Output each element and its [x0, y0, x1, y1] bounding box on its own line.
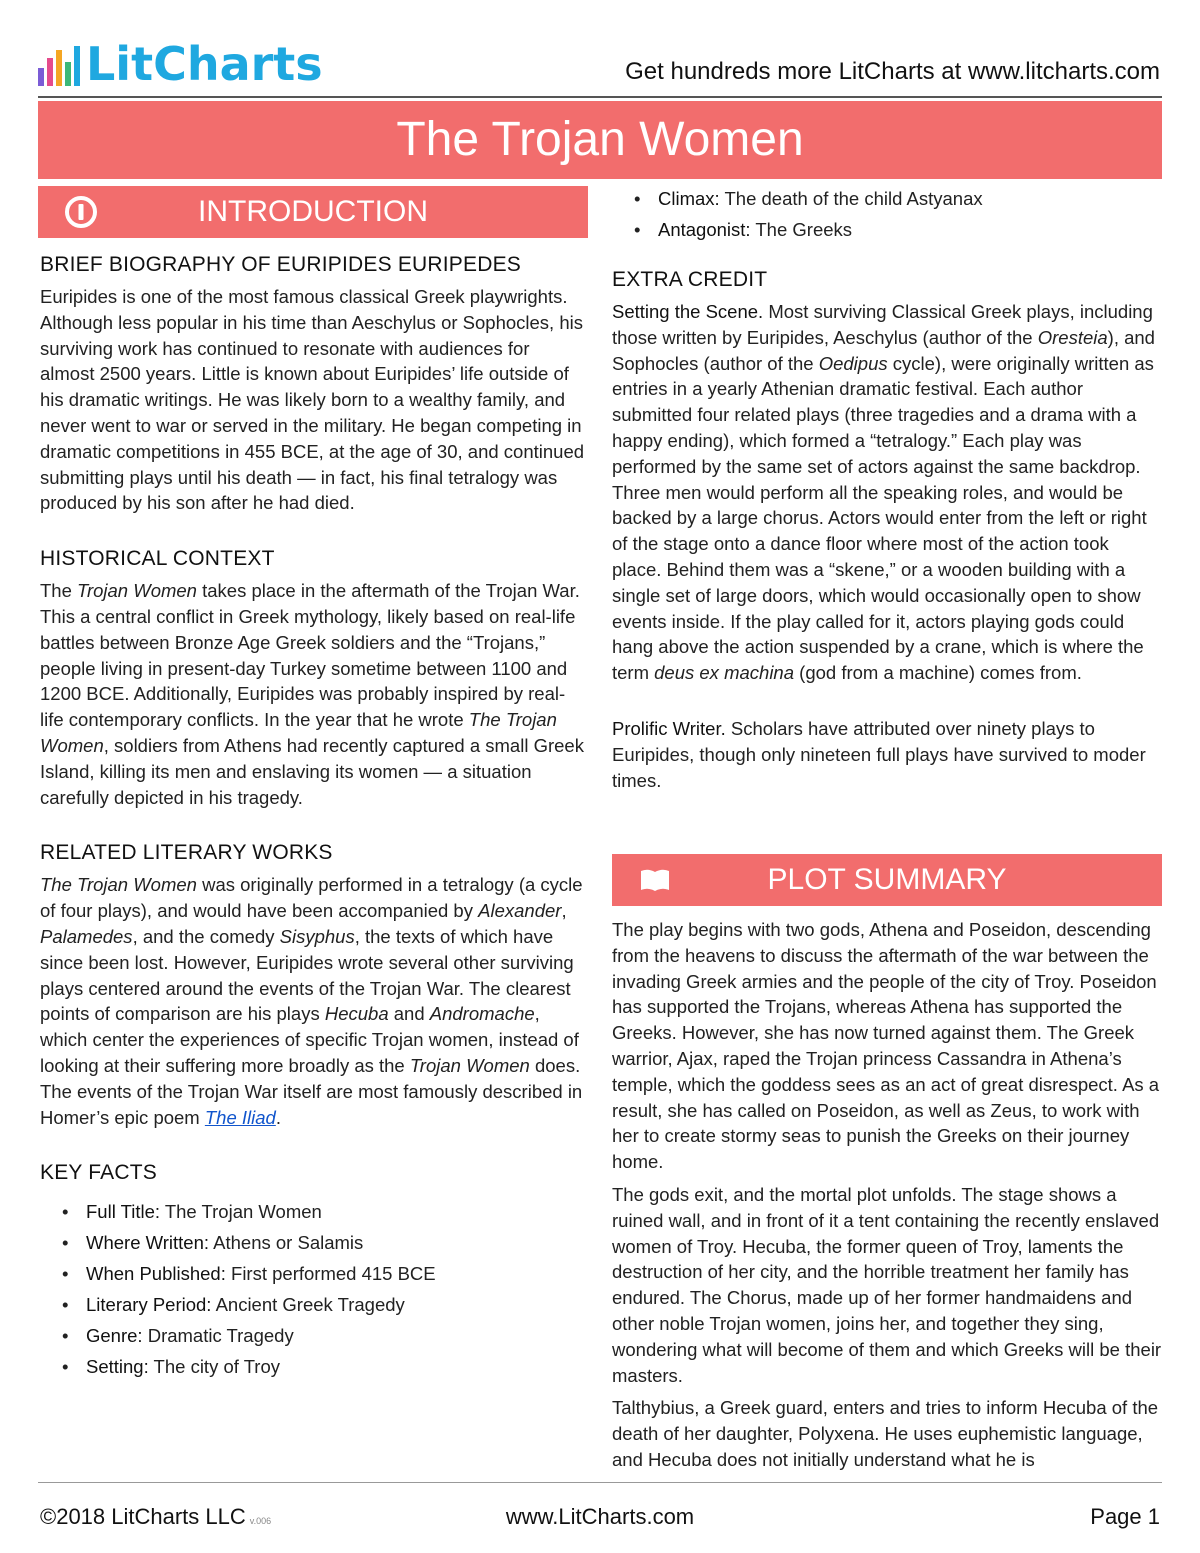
footer-site-link[interactable]: www.LitCharts.com	[505, 1504, 695, 1529]
logo-text: LitCharts	[86, 37, 323, 91]
footer-divider	[38, 1482, 1162, 1483]
key-fact-item: • Full Title: The Trojan Women	[86, 1196, 588, 1227]
historical-text: The Trojan Women takes place in the aftermath of the Trojan War. This a central conflict in Greek mythology, likely based on real-life battles between Bronze Age Greek soldiers and the “Trojans,” people living in present-day Turkey sometime between 1100 and 1200 BCE. Additionally, Euripides was probably inspired by real-life contemporary conflicts. In the year that he wrote The Trojan Women, soldiers from Athens had recently captured a small Greek Island, killing its men and enslaving its women — a situation carefully depicted in his tragedy.	[40, 580, 584, 808]
introduction-band	[38, 186, 588, 238]
footer-page-number: Page 1	[1090, 1504, 1160, 1529]
setting-the-scene-text: Setting the Scene. Most surviving Classical Greek plays, including those written by Euripides, Aeschylus (author of the Oresteia), and Sophocles (author of the Oedipus cycle), were originally written as entries in a yearly Athenian dramatic festival. Each author submitted four related plays (three tragedies and a drama with a happy ending), which formed a “tetralogy.” Each play was performed by the same set of actors against the same backdrop. Three men would perform all the speaking roles, and would be backed by a large chorus. Actors would enter from the left or right of the stage onto a dance floor where most of the action took place. Behind them was a “skene,” or a wooden building with a single set of large doors, which would occasionally open to show events inside. If the play called for it, actors playing gods could hang above the action suspended by a crane, which is where the term deus ex machina (god from a machine) comes from.	[612, 301, 1155, 684]
header-tagline[interactable]: Get hundreds more LitCharts at www.litcharts.com	[625, 58, 1160, 85]
key-fact-item: • Genre: Dramatic Tragedy	[86, 1320, 588, 1351]
right-column	[612, 183, 1162, 793]
introduction-heading: INTRODUCTION	[198, 195, 428, 228]
left-column	[40, 252, 588, 1382]
key-fact-item: • When Published: First performed 415 BCE	[86, 1258, 588, 1289]
plot-paragraph: The gods exit, and the mortal plot unfolds. The stage shows a ruined wall, and in front of it a tent containing the recently enslaved women of Troy. Hecuba, the former queen of Troy, laments the destruction of her city, and the horrible treatment her family has endured. The Chorus, made up of her former handmaidens and other noble Trojan women, joins her, and together they sing, wondering what will become of them and which Greeks will be their masters.	[612, 1183, 1162, 1386]
related-works-text: The Trojan Women was originally performed in a tetralogy (a cycle of four plays), and would have been accompanied by Alexander, Palamedes, and the comedy Sisyphus, the texts of which have since been lost. However, Euripides wrote several other surviving plays centered around the events of the Trojan War. The clearest points of comparison are his plays Hecuba and Andromache, which center the experiences of specific Trojan women, instead of looking at their suffering more broadly as the Trojan Women does. The events of the Trojan War itself are most famously described in Homer’s epic poem The Iliad.	[40, 874, 583, 1128]
biography-text: Euripides is one of the most famous classical Greek playwrights. Although less popular in his time than Aeschylus or Sophocles, his surviving work has continued to resonate with audiences for almost 2500 years. Little is known about Euripides’ life outside of his dramatic writings. He was likely born to a wealthy family, and never went to war or served in the military. He began competing in dramatic competitions in 455 BCE, at the age of 30, and continued submitting plays until his death — in fact, his final tetralogy was produced by his son after he had died.	[40, 286, 585, 514]
header-divider	[38, 96, 1162, 98]
litcharts-logo[interactable]	[38, 37, 323, 91]
plot-paragraph: The play begins with two gods, Athena and Poseidon, descending from the heavens to discuss the aftermath of the war between the invading Greek armies and the people of the city of Troy. Poseidon has supported the Trojans, whereas Athena has supported the Greeks. However, she has now turned against them. The Greek warrior, Ajax, raped the Trojan princess Cassandra in Athena’s temple, which the goddess sees as an act of great disrespect. As a result, she has called on Poseidon, as well as Zeus, to work with her to create stormy seas to punish the Greeks on their journey home.	[612, 919, 1160, 1173]
key-facts-heading: KEY FACTS	[40, 1161, 157, 1185]
key-fact-item: • Setting: The city of Troy	[86, 1351, 588, 1382]
footer-copyright: ©2018 LitCharts LLC v.006	[40, 1504, 272, 1529]
footer-version: v.006	[249, 1516, 272, 1526]
plot-summary-heading: PLOT SUMMARY	[767, 863, 1007, 896]
logo-bars-icon	[38, 42, 80, 86]
historical-heading: HISTORICAL CONTEXT	[40, 547, 275, 571]
key-fact-item: • Literary Period: Ancient Greek Tragedy	[86, 1289, 588, 1320]
page-title: The Trojan Women	[38, 101, 1162, 179]
key-fact-item: • Climax: The death of the child Astyanax	[658, 183, 1162, 214]
extra-credit-heading: EXTRA CREDIT	[612, 268, 768, 291]
key-fact-item: • Antagonist: The Greeks	[658, 214, 1162, 245]
key-facts-list	[40, 1196, 588, 1382]
key-fact-item: • Where Written: Athens or Salamis	[86, 1227, 588, 1258]
iliad-link[interactable]: The Iliad	[204, 1106, 276, 1128]
prolific-writer-text: Prolific Writer. Scholars have attributed over ninety plays to Euripides, though only nineteen full plays have survived to moder times.	[612, 717, 1146, 791]
plot-paragraph: Talthybius, a Greek guard, enters and tries to inform Hecuba of the death of her daughter, Polyxena. He uses euphemistic language, and Hecuba does not initially understand what he is	[612, 1397, 1159, 1470]
key-facts-list-continued	[612, 183, 1162, 245]
plot-summary-band	[612, 854, 1162, 906]
plot-summary-column	[612, 917, 1162, 1473]
related-works-heading: RELATED LITERARY WORKS	[40, 841, 333, 865]
biography-heading: BRIEF BIOGRAPHY OF EURIPIDES EURIPEDES	[40, 253, 521, 276]
